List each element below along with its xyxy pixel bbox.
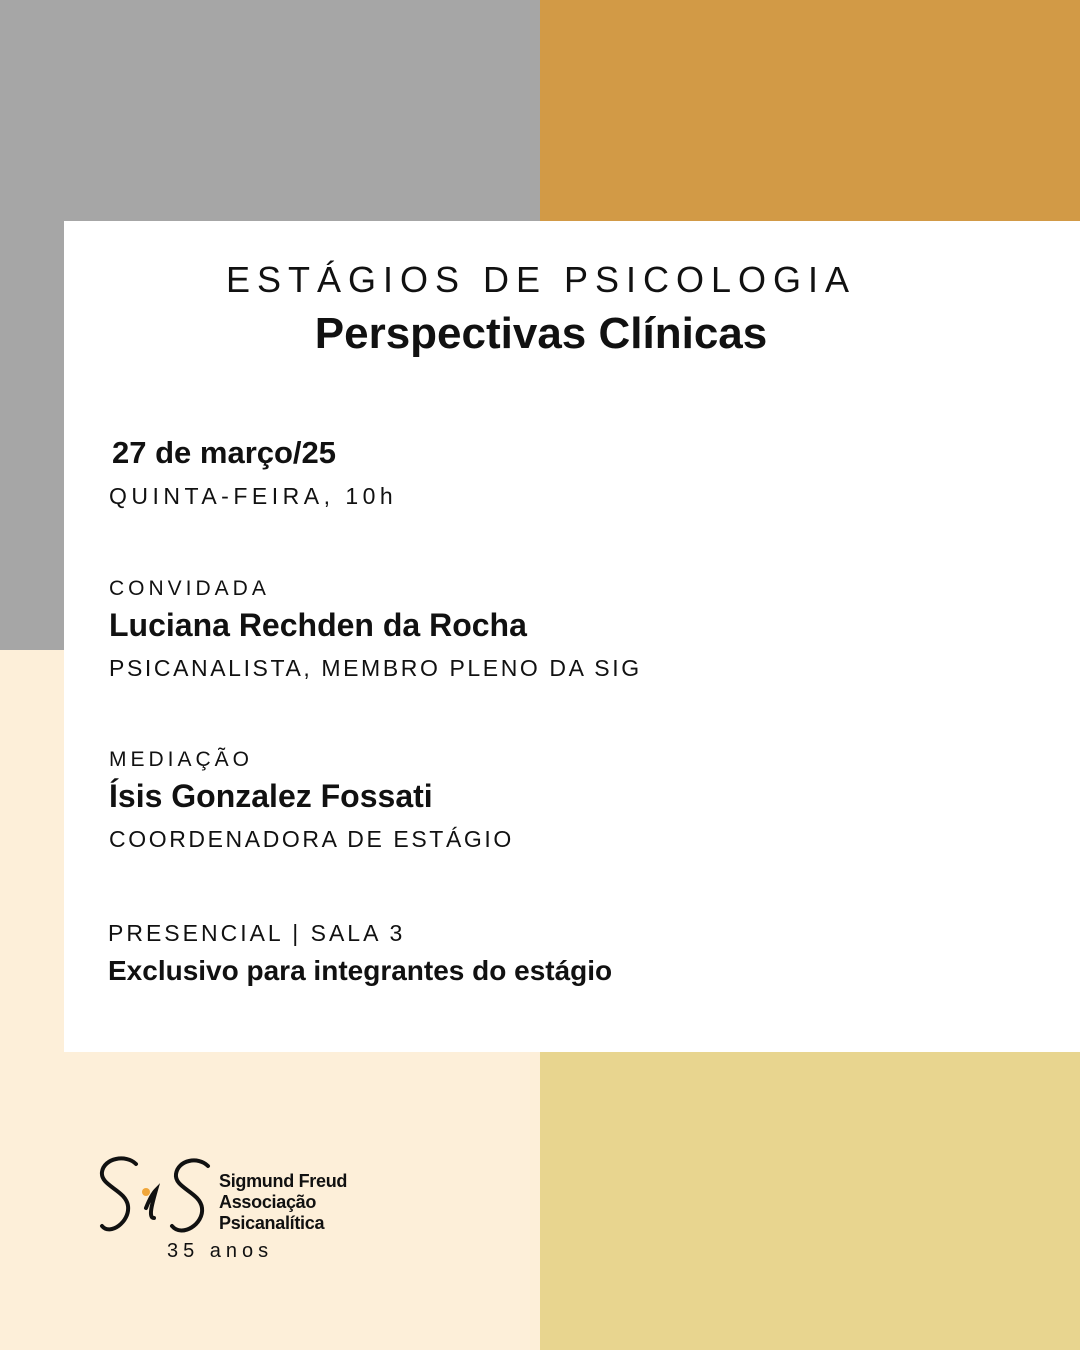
org-name <box>219 1171 347 1234</box>
guest-role: PSICANALISTA, MEMBRO PLENO DA SIG <box>109 655 642 681</box>
audience-note: Exclusivo para integrantes do estágio <box>108 955 613 986</box>
event-title: Perspectivas Clínicas <box>314 309 768 358</box>
mediation-label: MEDIAÇÃO <box>109 748 254 771</box>
logo-dot <box>142 1188 150 1196</box>
khaki-background-block <box>540 1052 1080 1350</box>
org-name-line2: Associação <box>219 1192 317 1212</box>
mediator-name: Ísis Gonzalez Fossati <box>109 778 433 814</box>
event-date: 27 de março/25 <box>112 435 337 470</box>
event-series-kicker: ESTÁGIOS DE PSICOLOGIA <box>225 259 857 300</box>
org-name-line3: Psicanalítica <box>219 1213 325 1233</box>
orange-background-block <box>540 0 1080 221</box>
mediator-role: COORDENADORA DE ESTÁGIO <box>109 826 514 852</box>
org-name-line1: Sigmund Freud <box>219 1171 348 1191</box>
guest-name: Luciana Rechden da Rocha <box>109 607 527 643</box>
sig-logo <box>96 1152 356 1272</box>
event-card <box>64 221 1080 1052</box>
event-weekday-time: QUINTA-FEIRA, 10h <box>109 483 398 509</box>
guest-label: CONVIDADA <box>109 577 270 600</box>
anniversary-label: 35 anos <box>167 1240 274 1262</box>
sig-monogram-icon <box>96 1152 220 1240</box>
venue-location: PRESENCIAL | SALA 3 <box>108 920 406 946</box>
